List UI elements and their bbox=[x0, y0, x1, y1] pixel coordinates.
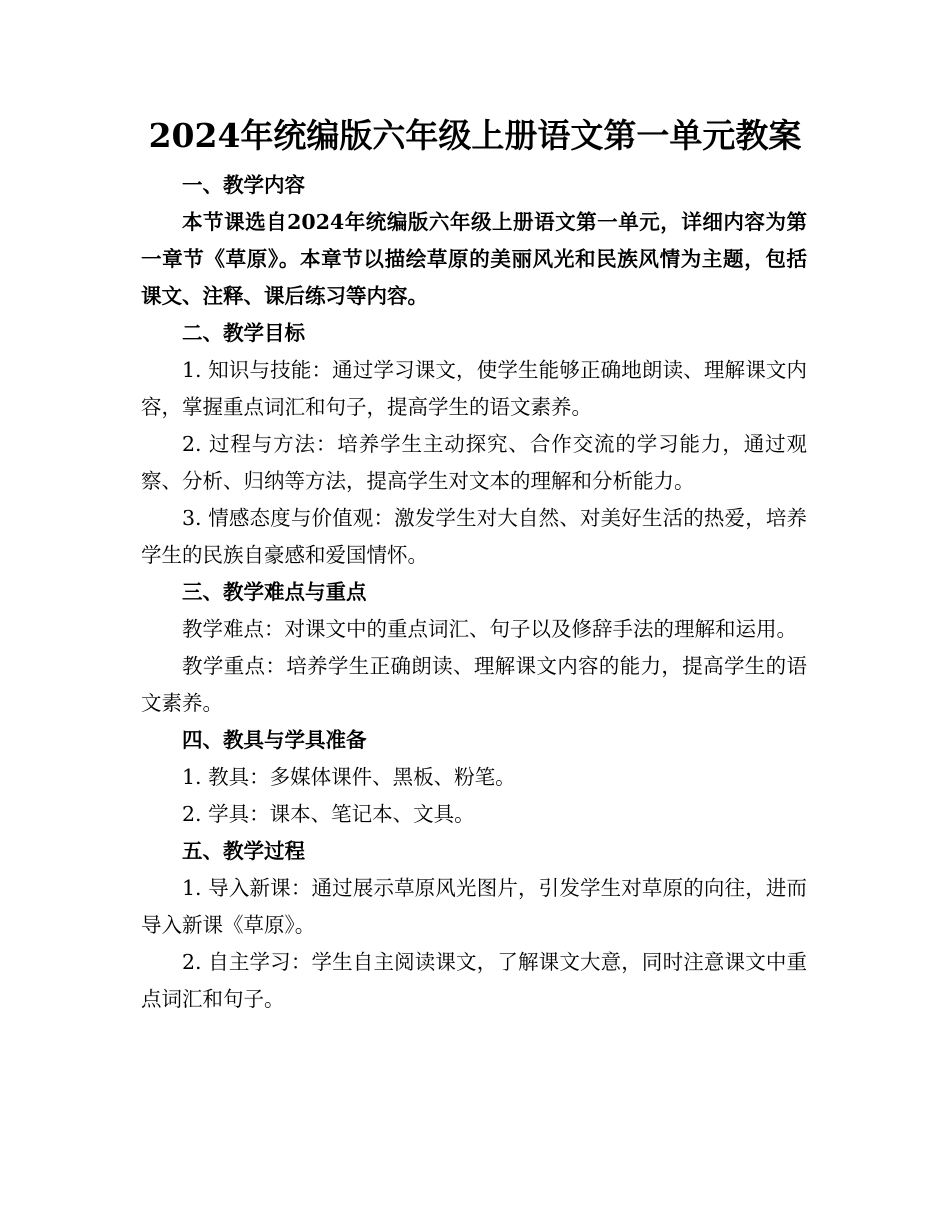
section-heading-content: 一、教学内容 bbox=[182, 173, 305, 197]
section-heading-process: 五、教学过程 bbox=[182, 839, 305, 863]
key-point-paragraph: 教学重点：培养学生正确朗读、理解课文内容的能力，提高学生的语文素养。 bbox=[141, 654, 807, 715]
section-heading-objectives: 二、教学目标 bbox=[182, 321, 305, 345]
objective-item: 2. 过程与方法：培养学生主动探究、合作交流的学习能力，通过观察、分析、归纳等方法，提高学生对文本的理解和分析能力。 bbox=[141, 432, 807, 493]
content-paragraph: 本节课选自2024年统编版六年级上册语文第一单元，详细内容为第一章节《草原》。本章节以描绘草原的美丽风光和民族风情为主题，包括课文、注释、课后练习等内容。 bbox=[141, 210, 807, 308]
material-item: 2. 学具：课本、笔记本、文具。 bbox=[182, 802, 475, 826]
section-heading-materials: 四、教具与学具准备 bbox=[182, 728, 367, 752]
difficulty-paragraph: 教学难点：对课文中的重点词汇、句子以及修辞手法的理解和运用。 bbox=[182, 617, 797, 641]
objective-item: 1. 知识与技能：通过学习课文，使学生能够正确地朗读、理解课文内容，掌握重点词汇和句子，提高学生的语文素养。 bbox=[141, 358, 807, 419]
objective-item: 3. 情感态度与价值观：激发学生对大自然、对美好生活的热爱，培养学生的民族自豪感和爱国情怀。 bbox=[141, 506, 807, 567]
material-item: 1. 教具：多媒体课件、黑板、粉笔。 bbox=[182, 765, 516, 789]
document-body bbox=[141, 167, 807, 1018]
process-item: 1. 导入新课：通过展示草原风光图片，引发学生对草原的向往，进而导入新课《草原》。 bbox=[141, 876, 807, 937]
document-title: 2024年统编版六年级上册语文第一单元教案 bbox=[148, 116, 802, 155]
process-item: 2. 自主学习：学生自主阅读课文，了解课文大意，同时注意课文中重点词汇和句子。 bbox=[141, 950, 807, 1011]
section-heading-difficulties: 三、教学难点与重点 bbox=[182, 580, 367, 604]
